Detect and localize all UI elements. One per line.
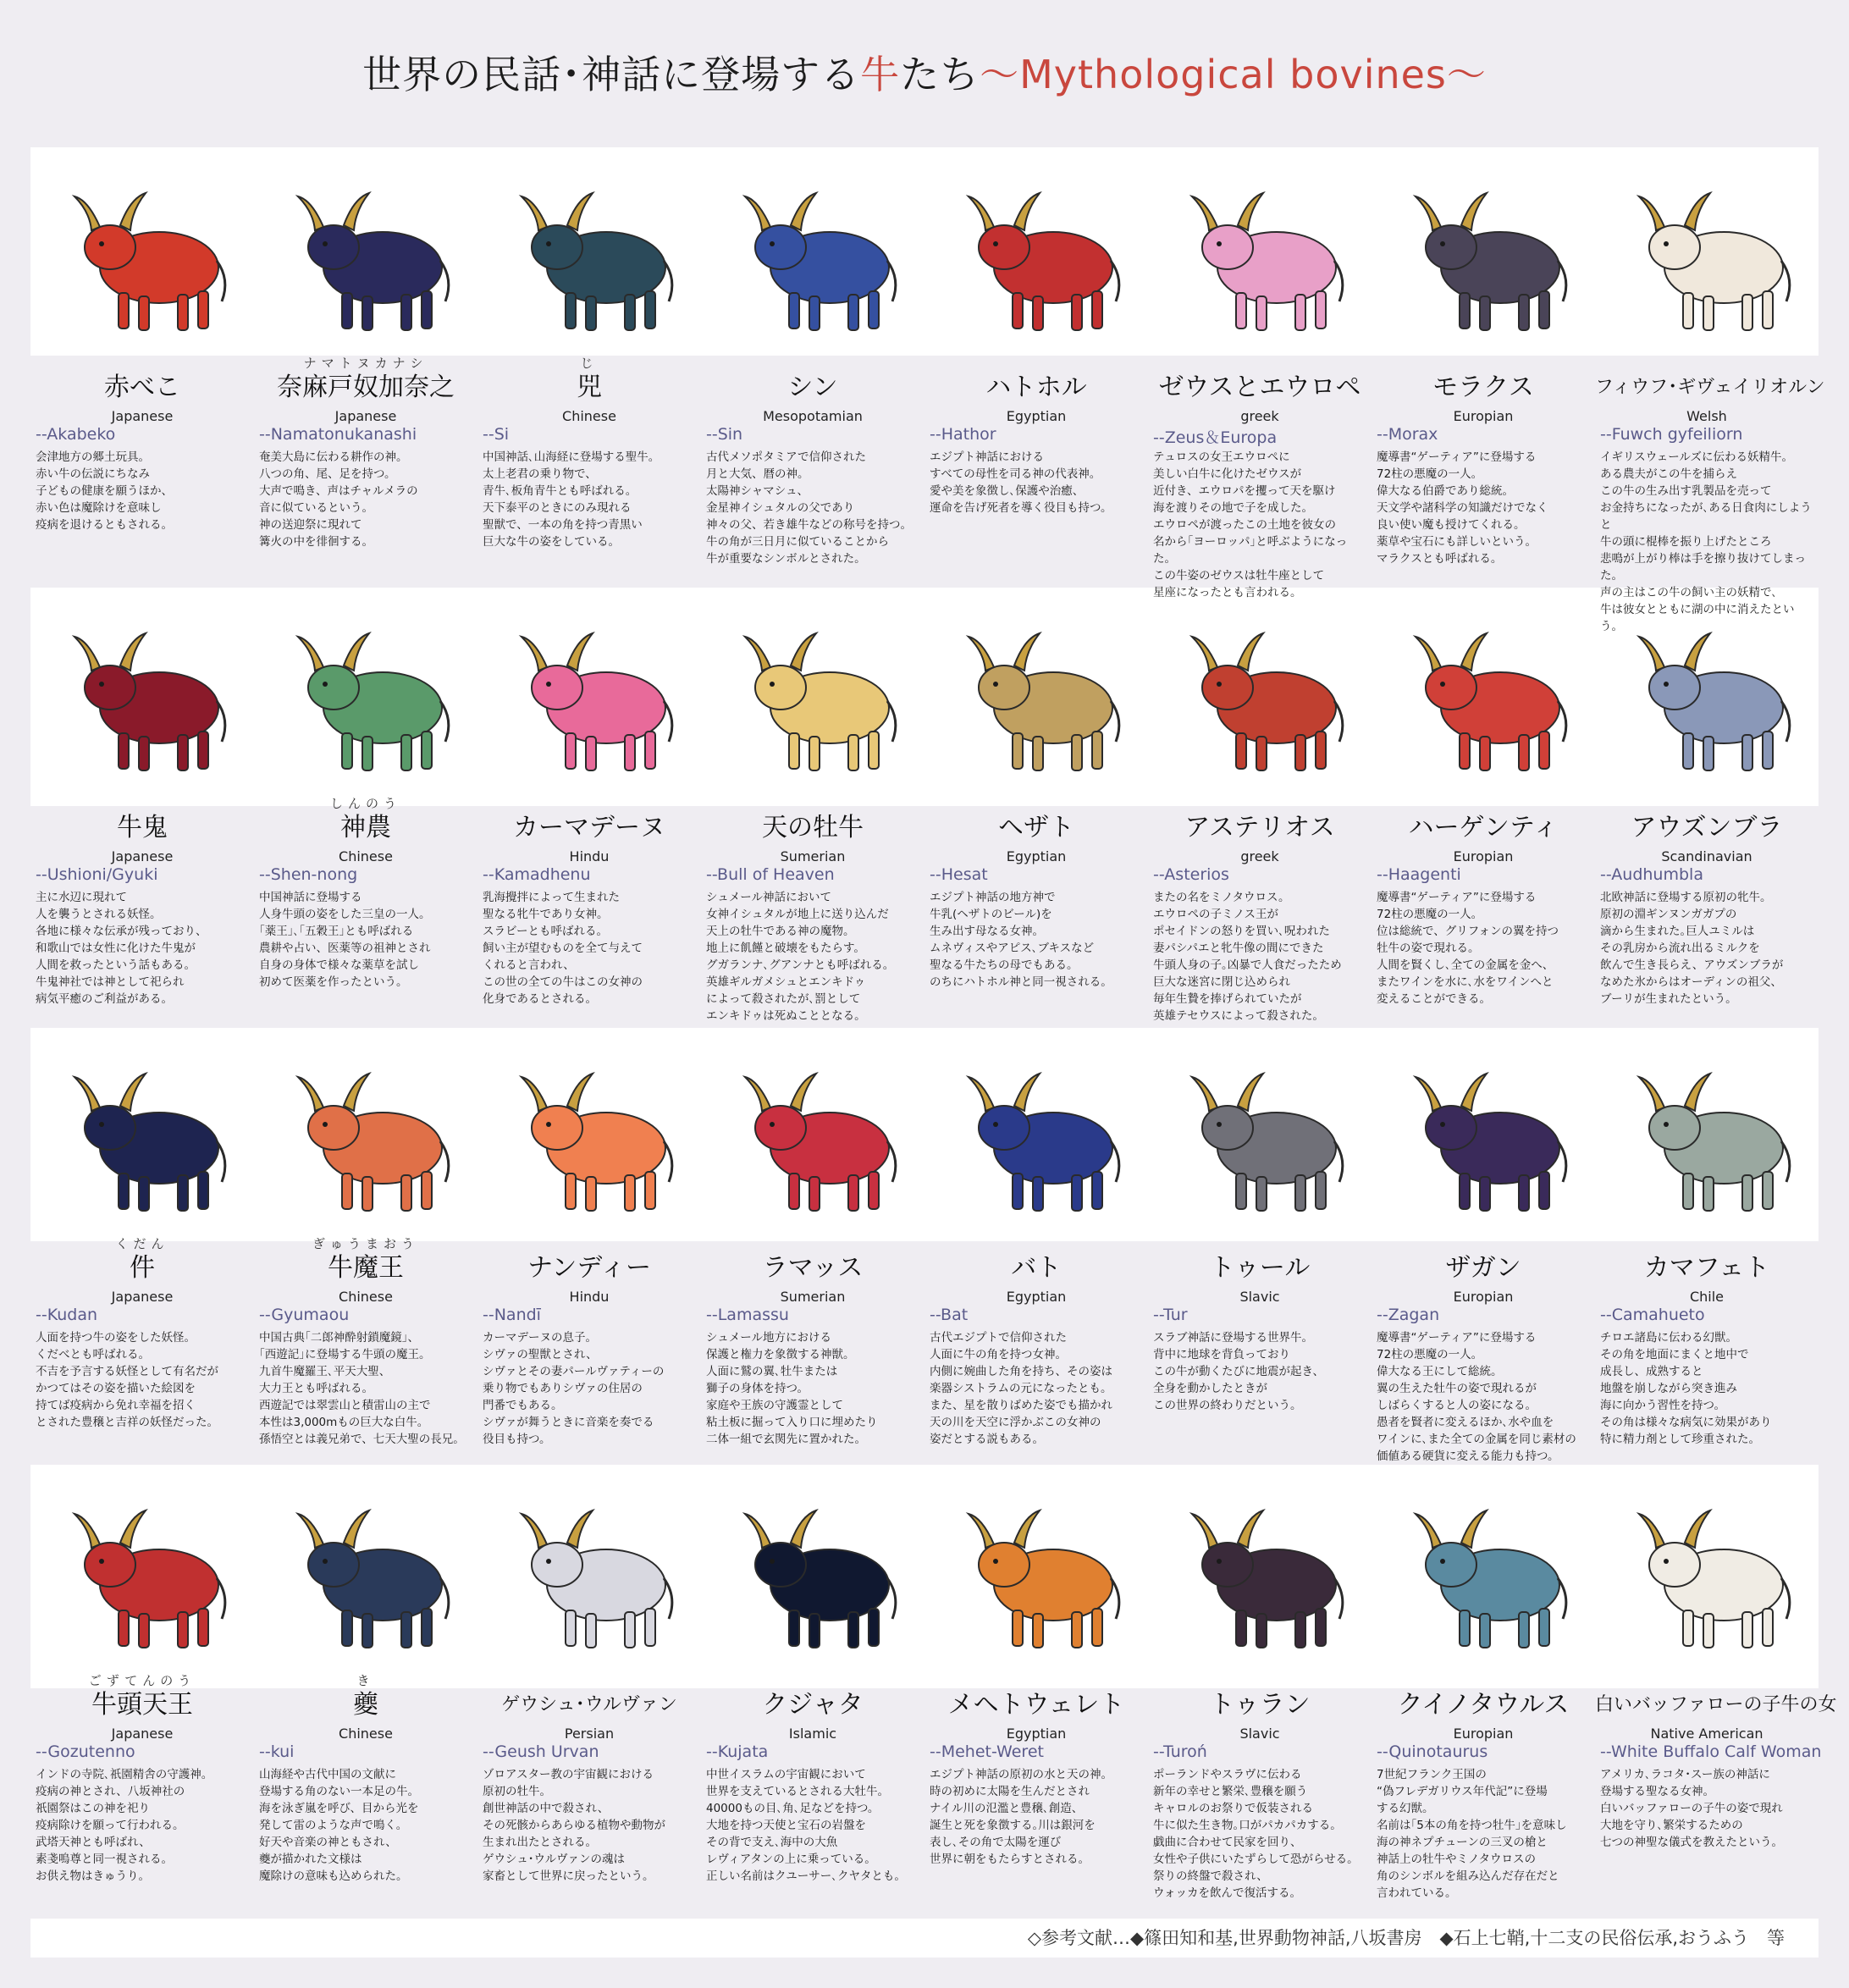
creature-name: ザガン — [1445, 1253, 1521, 1283]
creature-romanized-name: --Kamadhenu — [483, 865, 591, 884]
creature-name: フィウフ･ギヴェイリオルン — [1595, 377, 1825, 398]
creature-card — [1595, 1461, 1837, 1919]
creature-romanized-name: --White Buffalo Calf Woman — [1600, 1742, 1822, 1761]
creature-name: アウズンブラ — [1631, 813, 1783, 842]
creature-card — [1148, 1024, 1372, 1482]
creature-name: 牛魔王 — [328, 1253, 404, 1283]
creature-romanized-name: --Lamassu — [706, 1306, 789, 1324]
creature-romanized-name: --Haagenti — [1377, 865, 1461, 884]
creature-origin: Europian — [1453, 408, 1514, 424]
creature-romanized-name: --Camahueto — [1600, 1306, 1705, 1324]
title-english: 〜Mythological bovines〜 — [980, 52, 1487, 97]
creature-origin: greek — [1240, 408, 1279, 424]
creature-origin: Chile — [1689, 1289, 1725, 1305]
creature-card — [1595, 144, 1825, 633]
creature-name: 天の牡牛 — [762, 813, 864, 842]
creature-card — [701, 584, 924, 1041]
title-after: たち — [900, 52, 980, 97]
creature-name: 件 — [130, 1253, 155, 1283]
creature-description: インドの寺院､祇園精舎の守護神。 疫病の神とされ、八坂神社の 祇園祭はこの神を祀り 疫病除けを願って行われる。 武塔天神とも呼ばれ、 素戔嗚尊と同一視される。 お供え物はきゅうり。 — [36, 1768, 213, 1883]
asterios-icon — [1168, 593, 1351, 787]
bull-of-heaven-icon — [721, 593, 904, 787]
creature-description: イギリスウェールズに伝わる妖精牛。 ある農夫がこの牛を捕らえ この牛の生み出す乳製品を売って お金持ちになったが､ある日食肉にしようと 牛の頭に棍棒を振り上げたところ 悲鳴が上がり棒は手を擦り抜けてしまった。 声の主はこの牛の飼い主の妖精で､ 牛は彼女とともに湖の中に消えたという。 — [1600, 450, 1812, 633]
creature-card — [1372, 584, 1595, 1041]
creature-name: クジャタ — [762, 1690, 864, 1720]
creature-origin: Welsh — [1686, 408, 1727, 424]
geush-urvan-icon — [498, 1470, 681, 1665]
creature-origin: Egyptian — [1006, 1289, 1067, 1305]
creature-description: 古代メソポタミアで信仰された 月と大気、暦の神。 太陽神シャマシュ、 金星神イシュタルの父であり 神々の父、若き雄牛などの称号を持つ｡ 牛の角が三日月に似ていることから 牛が重要なシンボルとされた。 — [706, 450, 907, 566]
creature-name: 牛鬼 — [117, 813, 168, 842]
creature-name: モラクス — [1432, 373, 1534, 402]
creature-card — [924, 1024, 1148, 1482]
title-main: 世界の民話･神話に登場する — [362, 52, 861, 97]
creature-card — [254, 584, 477, 1041]
creature-description: 7世紀フランク王国の “偽フレデガリウス年代記”に登場 する幻獣。 名前は｢5本の角を持つ牡牛｣を意味し 海の神ネプチューンの三叉の槍と 神話上の牡牛やミノタウロスの 角のシンボルを組み込んだ存在だと 言われている。 — [1377, 1768, 1567, 1900]
creature-card — [254, 1024, 477, 1482]
creature-romanized-name: --Shen-nong — [259, 865, 358, 884]
gyumaou-icon — [274, 1033, 457, 1228]
creature-ruby: じ — [580, 356, 599, 371]
creature-origin: Scandinavian — [1661, 848, 1752, 864]
creature-description: ポーランドやスラヴに伝わる 新年の幸せと繁栄､豊穣を願う キャロルのお祭りで仮装される 牛に似た生き物｡口がパカパカする。 戯曲に合わせて民家を回り、 女性や子供にいたずらして恐がらせる。 祭りの終盤で殺され、 ウォッカを飲んで復活する。 — [1153, 1768, 1359, 1900]
creature-card — [30, 584, 254, 1041]
akabeko-icon — [51, 152, 234, 347]
creature-romanized-name: --Si — [483, 425, 510, 444]
creature-origin: Sumerian — [780, 848, 846, 864]
creature-card — [1595, 584, 1819, 1041]
creature-romanized-name: --Nandī — [483, 1306, 541, 1324]
creature-name: カマフェト — [1643, 1253, 1770, 1283]
creature-name: アステリオス — [1184, 813, 1335, 842]
creature-romanized-name: --Zagan — [1377, 1306, 1440, 1324]
creature-description: 山海経や古代中国の文献に 登場する角のない一本足の牛。 海を泳ぎ嵐を呼び、目から光を 発して雷のような声で鳴く。 好天や音楽の神ともされ、 夔が描かれた文様は 魔除けの意味も込められた。 — [259, 1768, 419, 1883]
creature-card — [1148, 584, 1372, 1041]
creature-ruby: き — [356, 1673, 375, 1688]
creature-name: ハーゲンティ — [1408, 813, 1559, 842]
creature-card — [477, 1024, 701, 1482]
creature-grid — [30, 0, 1837, 1988]
creature-description: 奄美大島に伝わる耕作の神。 八つの角、尾、足を持つ。 大声で鳴き、声はチャルメラの 音に似ているという。 神の送迎祭に現れて 篝火の中を徘徊する。 — [259, 450, 418, 549]
creature-romanized-name: --Kudan — [36, 1306, 98, 1324]
creature-ruby: しんのう — [329, 796, 401, 811]
camahueto-icon — [1615, 1033, 1798, 1228]
creature-description: エジプト神話における すべての母性を司る神の代表神。 愛や美を象徴し､保護や治癒、 運命を告げ死者を導く役目も持つ。 — [930, 450, 1112, 515]
creature-card — [701, 1024, 924, 1482]
creature-romanized-name: --Morax — [1377, 425, 1438, 444]
creature-card — [254, 144, 477, 601]
creature-origin: Japanese — [334, 408, 397, 424]
creature-description: 中国古典｢二郎神酔射鎖魔鏡｣、 ｢西遊記｣に登場する牛頭の魔王。 九首牛魔羅王､平天大聖、 大力王とも呼ばれる。 西遊記では翠雲山と積雷山の主で 本性は3,000mもの巨大な白牛。 孫悟空とは義兄弟で、七天大聖の長兄。 — [259, 1331, 465, 1446]
creature-origin: Sumerian — [780, 1289, 846, 1305]
creature-romanized-name: --Gyumaou — [259, 1306, 350, 1324]
fuwch-icon — [1615, 152, 1798, 347]
ushioni-icon — [51, 593, 234, 787]
bat-icon — [945, 1033, 1128, 1228]
creature-origin: Europian — [1453, 1726, 1514, 1742]
creature-name: トゥラン — [1209, 1690, 1311, 1720]
creature-origin: Persian — [564, 1726, 615, 1742]
creature-romanized-name: --Gozutenno — [36, 1742, 135, 1761]
creature-name: クイノタウルス — [1397, 1690, 1570, 1720]
creature-description: またの名をミノタウロス。 エウロペの子ミノス王が ポセイドンの怒りを買い､呪われた 妻パシパエと牝牛像の間にできた 牛頭人身の子｡凶暴で人食だったため 巨大な迷宮に閉じ込められ 毎年生贄を捧げられていたが 英雄テセウスによって殺された。 — [1153, 891, 1342, 1023]
creature-origin: Egyptian — [1006, 1726, 1067, 1742]
turon-icon — [1168, 1470, 1351, 1665]
creature-name: 赤べこ — [104, 373, 180, 402]
lamassu-icon — [721, 1033, 904, 1228]
audhumbla-icon — [1615, 593, 1798, 787]
creature-ruby: ナマトヌカナシ — [303, 356, 428, 371]
creature-card — [924, 584, 1148, 1041]
creature-name: シン — [787, 373, 838, 402]
creature-name: ヘザト — [998, 813, 1074, 842]
creature-origin: Japanese — [111, 1289, 174, 1305]
creature-description: スラブ神話に登場する世界牛。 背中に地球を背負っており この牛が動くたびに地震が起き、 全身を動かしたときが この世界の終わりだという。 — [1153, 1331, 1324, 1412]
sin-icon — [721, 152, 904, 347]
creature-description: シュメール地方における 保護と権力を象徴する神獣。 人面に鷲の翼､牡牛または 獅子の身体を持つ。 家庭や王族の守護霊として 粘土板に掘って入り口に埋めたり 二体一組で玄関先に置かれた。 — [706, 1331, 878, 1446]
creature-name: ラマッス — [762, 1253, 864, 1283]
creature-description: 北欧神話に登場する原初の牝牛。 原初の淵ギンヌンガガプの 滴から生まれた｡巨人ユミルは その乳房から流れ出るミルクを 飲んで生き長らえ、アウズンブラが なめた氷からはオーディンの祖父、 ブーリが生まれたという。 — [1600, 891, 1784, 1006]
creature-name: ナンディー — [527, 1253, 652, 1283]
creature-ruby: くだん — [115, 1236, 169, 1251]
references: ◇参考文献…◆篠田知和基,世界動物神話,八坂書房 ◆石上七鞘,十二支の民俗伝承,おうふう 等 — [30, 1919, 1819, 1958]
creature-origin: Hindu — [569, 848, 610, 864]
creature-origin: Japanese — [111, 1726, 174, 1742]
creature-description: 古代エジプトで信仰された 人面に牛の角を持つ女神。 内側に婉曲した角を持ち、その姿は 楽器シストラムの元になったとも。 また、星を散りばめた姿でも描かれ 天の川を天空に浮かぶこの女神の 姿だとする説もある。 — [930, 1331, 1112, 1446]
creature-origin: Chinese — [339, 848, 393, 864]
si-icon — [498, 152, 681, 347]
creature-name: 奈麻戸奴加奈之 — [277, 373, 455, 402]
creature-origin: Chinese — [339, 1289, 393, 1305]
creature-name: 兕 — [577, 373, 602, 402]
creature-description: 主に水辺に現れて 人を襲うとされる妖怪。 各地に様々な伝承が残っており、 和歌山では女性に化けた牛鬼が 人間を救ったという話もある。 牛鬼神社では神として祀られ 病気平癒のご利益がある。 — [36, 891, 207, 1006]
creature-name: ハトホル — [985, 373, 1087, 402]
creature-card — [30, 144, 254, 601]
namatonukanashi-icon — [274, 152, 457, 347]
creature-card — [1148, 1461, 1372, 1919]
creature-card — [701, 144, 924, 601]
creature-origin: Chinese — [562, 408, 616, 424]
creature-romanized-name: --Akabeko — [36, 425, 116, 444]
creature-card — [924, 144, 1148, 601]
creature-origin: Slavic — [1239, 1726, 1280, 1742]
haagenti-icon — [1392, 593, 1575, 787]
creature-romanized-name: --Namatonukanashi — [259, 425, 417, 444]
creature-description: エジプト神話の地方神で 牛乳(ヘザトのビール)を 生み出す母なる女神。 ムネヴィスやアピス､ブキスなど 聖なる牛たちの母でもある。 のちにハトホル神と同一視される。 — [930, 891, 1112, 989]
creature-romanized-name: --Hesat — [930, 865, 988, 884]
zagan-icon — [1392, 1033, 1575, 1228]
creature-ruby: ぎゅうまおう — [312, 1236, 419, 1251]
creature-card — [1372, 144, 1595, 601]
hesat-icon — [945, 593, 1128, 787]
creature-description: 魔導書“ゲーティア”に登場する 72柱の悪魔の一人。 偉大なる伯爵であり総統。 天文学や諸科学の知識だけでなく 良い使い魔も授けてくれる。 薬草や宝石にも詳しいという。 マラクスとも呼ばれる。 — [1377, 450, 1548, 566]
creature-romanized-name: --Bat — [930, 1306, 969, 1324]
creature-card — [924, 1461, 1148, 1919]
creature-card — [30, 1461, 254, 1919]
creature-name: 夔 — [353, 1690, 378, 1720]
creature-romanized-name: --Audhumbla — [1600, 865, 1703, 884]
creature-romanized-name: --Bull of Heaven — [706, 865, 835, 884]
creature-description: シュメール神話において 女神イシュタルが地上に送り込んだ 天上の牡牛である神の魔物。 地上に飢饉と破壊をもたらす。 グガランナ､グアンナとも呼ばれる。 英雄ギルガメシュとエンキドゥ によって殺されたが､罰として エンキドゥは死ぬこととなる。 — [706, 891, 895, 1023]
creature-card — [1595, 1024, 1819, 1482]
creature-romanized-name: --Quinotaurus — [1377, 1742, 1488, 1761]
creature-name: 神農 — [340, 813, 391, 842]
creature-description: 会津地方の郷土玩具。 赤い牛の伝説にちなみ 子どもの健康を願うほか、 赤い色は魔除けを意味し 疫病を退けるともされる。 — [36, 450, 173, 532]
creature-card — [701, 1461, 924, 1919]
creature-romanized-name: --Tur — [1153, 1306, 1188, 1324]
zeus-europa-icon — [1168, 152, 1351, 347]
creature-origin: Islamic — [788, 1726, 837, 1742]
creature-card — [477, 144, 701, 601]
creature-origin: Japanese — [111, 408, 174, 424]
mehet-weret-icon — [945, 1470, 1128, 1665]
kamadhenu-icon — [498, 593, 681, 787]
creature-origin: Egyptian — [1006, 848, 1067, 864]
creature-origin: Japanese — [111, 848, 174, 864]
quinotaurus-icon — [1392, 1470, 1575, 1665]
creature-description: エジプト神話の原初の水と天の神。 時の初めに太陽を生んだとされ ナイル川の氾濫と豊穣､創造、 誕生と死を象徴する｡川は銀河を 表し､その角で太陽を運び 世界に朝をもたらすとされる。 — [930, 1768, 1112, 1866]
gozutenno-icon — [51, 1470, 234, 1665]
creature-description: 中国神話､山海経に登場する聖牛｡ 太上老君の乗り物で、 青牛､板角青牛とも呼ばれる。 天下泰平のときにのみ現れる 聖獣で、一本の角を持つ青黒い 巨大な牛の姿をしている。 — [483, 450, 654, 549]
creature-description: ゾロアスター教の宇宙観における 原初の牡牛。 創世神話の中で殺され、 その死骸からあらゆる植物や動物が 生まれ出たとされる。 ゲウシュ･ウルヴァンの魂は 家畜として世界に戻ったという。 — [483, 1768, 665, 1883]
shennong-icon — [274, 593, 457, 787]
creature-card — [254, 1461, 477, 1919]
creature-origin: Europian — [1453, 1289, 1514, 1305]
creature-romanized-name: --Mehet-Weret — [930, 1742, 1044, 1761]
creature-origin: Chinese — [339, 1726, 393, 1742]
creature-romanized-name: --Sin — [706, 425, 743, 444]
kujata-icon — [721, 1470, 904, 1665]
title-accent: 牛 — [860, 52, 901, 97]
creature-origin: Hindu — [569, 1289, 610, 1305]
creature-description: アメリカ､ラコタ･スー族の神話に 登場する聖なる女神。 白いバッファローの子牛の姿で現れ 大地を守り､繁栄するための 七つの神聖な儀式を教えたという。 — [1600, 1768, 1783, 1849]
creature-card — [30, 1024, 254, 1482]
creature-romanized-name: --Ushioni/Gyuki — [36, 865, 158, 884]
creature-description: 中国神話に登場する 人身牛頭の姿をした三皇の一人。 ｢薬王｣､｢五穀王｣とも呼ばれる 農耕や占い、医薬等の祖神とされ 自身の身体で様々な薬草を試し 初めて医薬を作ったという。 — [259, 891, 431, 989]
creature-romanized-name: --Fuwch gyfeiliorn — [1600, 425, 1743, 444]
creature-name: 牛頭天王 — [91, 1690, 193, 1720]
creature-description: 中世イスラムの宇宙観において 世界を支えているとされる大牡牛。 40000もの目､角､足などを持つ。 大地を持つ天使と宝石の岩盤を その背で支え､海中の大魚 レヴィアタンの上に乗っている。 正しい名前はクユーサー､クヤタとも。 — [706, 1768, 906, 1883]
creature-origin: greek — [1240, 848, 1279, 864]
creature-description: 人面を持つ牛の姿をした妖怪。 くだべとも呼ばれる。 不吉を予言する妖怪として有名だが かつてはその姿を描いた絵図を 持てば疫病から免れ幸福を招く とされた豊穣と吉祥の妖怪だった。 — [36, 1331, 218, 1429]
creature-name: バト — [1011, 1253, 1062, 1283]
creature-romanized-name: --kui — [259, 1742, 295, 1761]
creature-romanized-name: --Kujata — [706, 1742, 769, 1761]
creature-name: トゥール — [1209, 1253, 1311, 1283]
creature-romanized-name: --Geush Urvan — [483, 1742, 599, 1761]
creature-card — [1148, 144, 1372, 601]
creature-origin: Slavic — [1239, 1289, 1280, 1305]
creature-romanized-name: --Turoń — [1153, 1742, 1207, 1761]
creature-romanized-name: --Asterios — [1153, 865, 1229, 884]
kui-icon — [274, 1470, 457, 1665]
creature-description: カーマデーヌの息子。 シヴァの聖獣とされ、 シヴァとその妻パールヴァティーの 乗り物でもありシヴァの住居の 門番でもある。 シヴァが舞うときに音楽を奏でる 役目も持つ。 — [483, 1331, 665, 1446]
kudan-icon — [51, 1033, 234, 1228]
creature-name: 白いバッファローの子牛の女 — [1595, 1694, 1837, 1715]
creature-romanized-name: --Hathor — [930, 425, 996, 444]
creature-name: カーマデーヌ — [513, 813, 665, 842]
creature-name: メヘトウェレト — [947, 1690, 1125, 1720]
creature-name: ゼウスとエウロペ — [1158, 373, 1361, 402]
creature-description: 魔導書“ゲーティア”に登場する 72柱の悪魔の一人。 偉大なる王にして総統。 翼の生えた牡牛の姿で現れるが しばらくすると人の姿になる。 愚者を賢者に変えるほか､水や血を ワインに､また全ての金属を同じ素材の 価値ある硬貨に変える能力も持つ。 — [1377, 1331, 1576, 1463]
creature-name: ゲウシュ･ウルヴァン — [501, 1694, 677, 1715]
white-buffalo-icon — [1615, 1470, 1798, 1665]
nandi-icon — [498, 1033, 681, 1228]
creature-description: 乳海攪拌によって生まれた 聖なる牝牛であり女神。 スラビーとも呼ばれる。 飼い主が望むものを全て与えて くれると言われ、 この世の全ての牛はこの女神の 化身であるとされる。 — [483, 891, 643, 1006]
creature-description: 魔導書“ゲーティア”に登場する 72柱の悪魔の一人。 位は総統で、グリフォンの翼を持つ 牡牛の姿で現れる。 人間を賢くし､全ての金属を金へ、 またワインを水に､水をワインへと 変えることができる。 — [1377, 891, 1559, 1006]
creature-ruby: ごずてんのう — [88, 1673, 196, 1688]
creature-description: テュロスの女王エウロペに 美しい白牛に化けたゼウスが 近付き、エウロパを攫って天を駆け 海を渡りその地で子を成した。 エウロペが渡ったこの土地を彼女の 名から｢ヨーロッパ｣と呼ぶようになった。 この牛姿のゼウスは牡牛座として 星座になったとも言われる。 — [1153, 450, 1348, 599]
creature-card — [1372, 1024, 1595, 1482]
creature-card — [477, 584, 701, 1041]
hathor-icon — [945, 152, 1128, 347]
creature-origin: Native American — [1650, 1726, 1763, 1742]
creature-origin: Europian — [1453, 848, 1514, 864]
creature-origin: Mesopotamian — [763, 408, 863, 424]
creature-card — [477, 1461, 701, 1919]
creature-origin: Egyptian — [1006, 408, 1067, 424]
morax-icon — [1392, 152, 1575, 347]
tur-icon — [1168, 1033, 1351, 1228]
creature-card — [1372, 1461, 1595, 1919]
creature-description: チロエ諸島に伝わる幻獣。 その角を地面にまくと地中で 成長し、成熟すると 地盤を崩しながら突き進み 海に向かう習性を持つ。 その角は様々な病気に効果があり 特に精力剤として珍重された。 — [1600, 1331, 1772, 1446]
creature-romanized-name: --Zeus＆Europa — [1153, 428, 1278, 447]
